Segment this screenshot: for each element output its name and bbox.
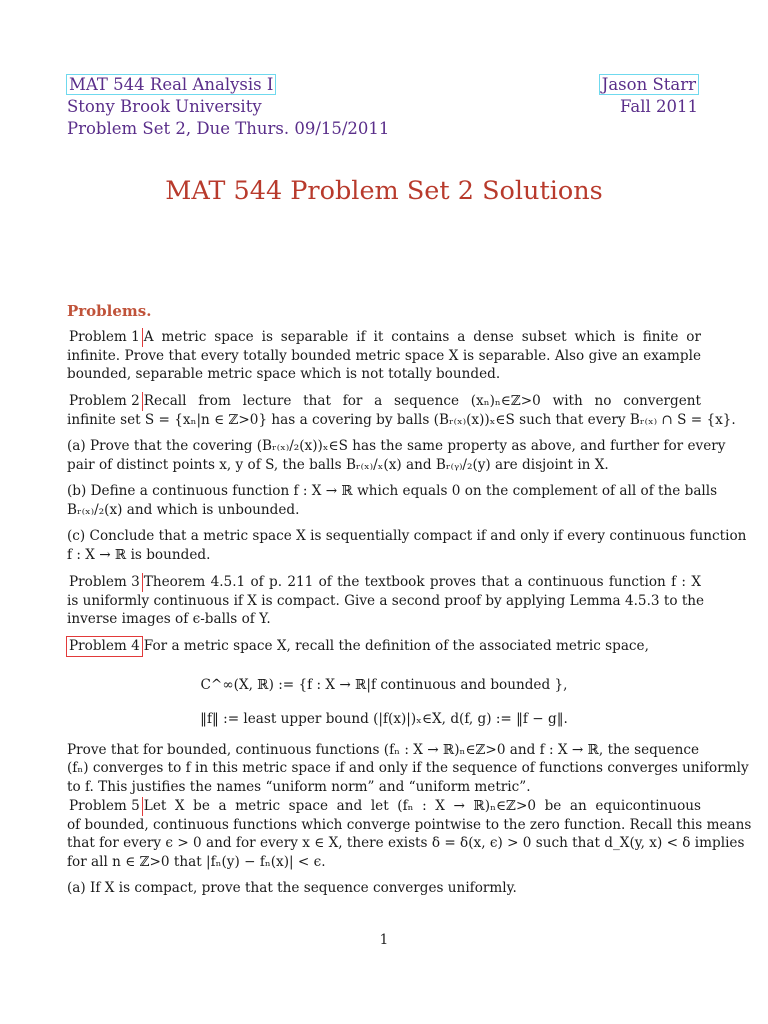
problem-4: Problem 4 For a metric space X, recall the definition of the associated metric space, C^∞(X, ℝ) := {f : X → ℝ|f continuous and bounded }, ‖f‖ := least upper bound (|f(x)|)ₓ∈X, d(f, g) := ‖f − g‖. Prove that for bounded, continuous functions (fₙ : X → ℝ)ₙ∈ℤ>0 and f : X → ℝ, the sequence (fₙ) converges to f in this metric space if and only if the sequence of functions converges uniformly to f. This justifies the names “uniform norm” and “uniform metric”. — [67, 638, 749, 795]
equation-c-infinity: C^∞(X, ℝ) := {f : X → ℝ|f continuous and bounded }, — [200, 676, 568, 693]
problem-5: Problem 5 Let X be a metric space and let (fₙ : X → ℝ)ₙ∈ℤ>0 be an equicontinuous of bounded, continuous functions which converge pointwise to the zero function. Recall this means that for every ϵ > 0 and for every x ∈ X, there exists δ = δ(x, ϵ) > 0 such that d_X(y, x) < δ implies for all n ∈ ℤ>0 that |fₙ(y) − fₙ(x)| < ϵ. (a) If X is compact, prove that the sequence converges uniformly. — [67, 798, 752, 896]
term: Fall 2011 — [620, 97, 698, 116]
equation-uniform-norm: ‖f‖ := least upper bound (|f(x)|)ₓ∈X, d(f, g) := ‖f − g‖. — [200, 711, 568, 727]
university-name: Stony Brook University — [67, 97, 262, 116]
problem-2: Problem 2 Recall from lecture that for a sequence (xₙ)ₙ∈ℤ>0 with no convergent infinite set S = {xₙ|n ∈ ℤ>0} has a covering by balls (Bᵣ₍ₓ₎(x))ₓ∈S such that every Bᵣ₍ₓ₎ ∩ S = {x}. (a) Prove that the covering (Bᵣ₍ₓ₎/₂(x))ₓ∈S has the same property as above, and further for every pair of distinct points x, y of S, the balls Bᵣ₍ₓ₎/ₓ(x) and Bᵣ₍ᵧ₎/₂(y) are disjoint in X. (b) Define a continuous function f : X → ℝ which equals 0 on the complement of all of the balls Bᵣ₍ₓ₎/₂(x) and which is unbounded. (c) Conclude that a metric space X is sequentially compact if and only if every continuous function f : X → ℝ is bounded. — [67, 393, 747, 563]
problem-4-link[interactable]: Problem 4 — [69, 638, 140, 654]
problem-3: Problem 3 Theorem 4.5.1 of p. 211 of the textbook proves that a continuous function f : X is uniformly continuous if X is compact. Give a second proof by applying Lemma 4.5.3 to the inverse images of ϵ-balls of Y. — [67, 574, 705, 627]
page-title: MAT 544 Problem Set 2 Solutions — [165, 176, 603, 206]
page-number: 1 — [379, 932, 389, 948]
problem-set-due: Problem Set 2, Due Thurs. 09/15/2011 — [67, 119, 390, 138]
problem-1-link[interactable]: Problem 1 — [69, 329, 140, 345]
author-link[interactable]: Jason Starr — [601, 75, 696, 94]
section-heading: Problems. — [67, 302, 152, 320]
problem-1: Problem 1 A metric space is separable if it contains a dense subset which is finite or infinite. Prove that every totally bounded metric space X is separable. Also give an example bounded, separable metric space which is not totally bounded. — [67, 329, 701, 382]
header-left — [67, 74, 487, 140]
problem-3-link[interactable]: Problem 3 — [69, 574, 140, 590]
problem-5-link[interactable]: Problem 5 — [69, 798, 140, 814]
header-right — [600, 74, 698, 118]
course-link[interactable]: MAT 544 Real Analysis I — [69, 75, 274, 94]
problem-2-link[interactable]: Problem 2 — [69, 393, 140, 409]
